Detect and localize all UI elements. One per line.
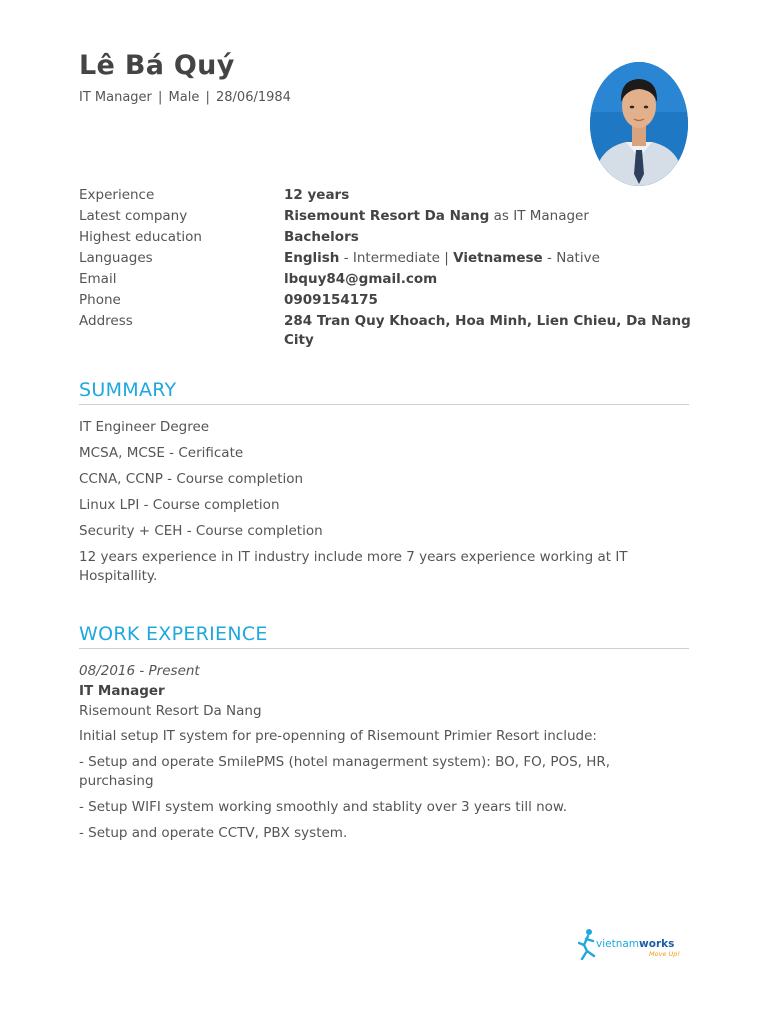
job-period: 08/2016 - Present: [79, 663, 200, 679]
job-description-line: - Setup WIFI system working smoothly and stablity over 3 years till now.: [79, 799, 568, 815]
summary-heading: SUMMARY: [79, 379, 689, 405]
job-company: Risemount Resort Da Nang: [79, 703, 262, 719]
runner-icon: [578, 928, 596, 960]
personal-info: [79, 186, 699, 352]
profile-photo: [590, 62, 688, 186]
company-label: Latest company: [79, 208, 188, 224]
portrait-image: [590, 62, 688, 186]
summary-list: [79, 418, 639, 593]
candidate-name: Lê Bá Quý: [79, 50, 235, 81]
job-role: IT Manager: [79, 683, 165, 699]
info-row-email: [79, 270, 699, 289]
experience-label: Experience: [79, 187, 155, 203]
experience-value: 12 years: [284, 187, 350, 203]
phone-label: Phone: [79, 292, 121, 308]
info-row-company: [79, 207, 699, 226]
job-description-line: - Setup and operate SmilePMS (hotel managerment system): BO, FO, POS, HR, purchasing: [79, 754, 611, 789]
info-row-phone: [79, 291, 699, 310]
company-value: Risemount Resort Da Nang: [284, 208, 490, 224]
education-value: Bachelors: [284, 229, 359, 245]
summary-item: IT Engineer Degree: [79, 419, 210, 435]
job-description-line: - Setup and operate CCTV, PBX system.: [79, 825, 348, 841]
address-label: Address: [79, 313, 133, 329]
info-row-education: [79, 228, 699, 247]
summary-item: Linux LPI - Course completion: [79, 497, 280, 513]
language-1-level: Intermediate: [352, 250, 440, 266]
address-value: 284 Tran Quy Khoach, Hoa Minh, Lien Chieu, Da Nang City: [284, 313, 691, 348]
logo-text-suffix: works: [639, 938, 675, 950]
job-title: IT Manager: [79, 90, 152, 105]
info-row-languages: Languages English - Intermediate | Vietnamese - Native: [79, 250, 600, 266]
phone-value: 0909154175: [284, 292, 378, 308]
job-entry: [79, 662, 659, 850]
logo-tagline: Move Up!: [649, 950, 680, 958]
gender: Male: [168, 90, 200, 105]
summary-item: CCNA, CCNP - Course completion: [79, 471, 304, 487]
date-of-birth: 28/06/1984: [216, 90, 291, 105]
company-role: as IT Manager: [493, 208, 589, 224]
summary-item: 12 years experience in IT industry include more 7 years experience working at IT Hospitallity.: [79, 549, 628, 584]
logo-text-prefix: vietnam: [596, 938, 640, 950]
vietnamworks-logo: [578, 928, 688, 960]
languages-label: Languages: [79, 250, 153, 266]
email-label: Email: [79, 271, 117, 287]
info-row-experience: [79, 186, 699, 205]
language-2: Vietnamese: [453, 250, 543, 266]
work-experience-heading: WORK EXPERIENCE: [79, 623, 689, 649]
education-label: Highest education: [79, 229, 202, 245]
email-value[interactable]: lbquy84@gmail.com: [284, 271, 438, 287]
summary-item: Security + CEH - Course completion: [79, 523, 323, 539]
job-description: [79, 727, 659, 843]
candidate-subtitle: IT Manager | Male | 28/06/1984: [79, 90, 291, 105]
language-2-level: Native: [556, 250, 600, 266]
info-row-address: [79, 312, 699, 350]
job-description-line: Initial setup IT system for pre-openning of Risemount Primier Resort include:: [79, 728, 597, 744]
language-1: English: [284, 250, 340, 266]
summary-item: MCSA, MCSE - Cerificate: [79, 445, 244, 461]
